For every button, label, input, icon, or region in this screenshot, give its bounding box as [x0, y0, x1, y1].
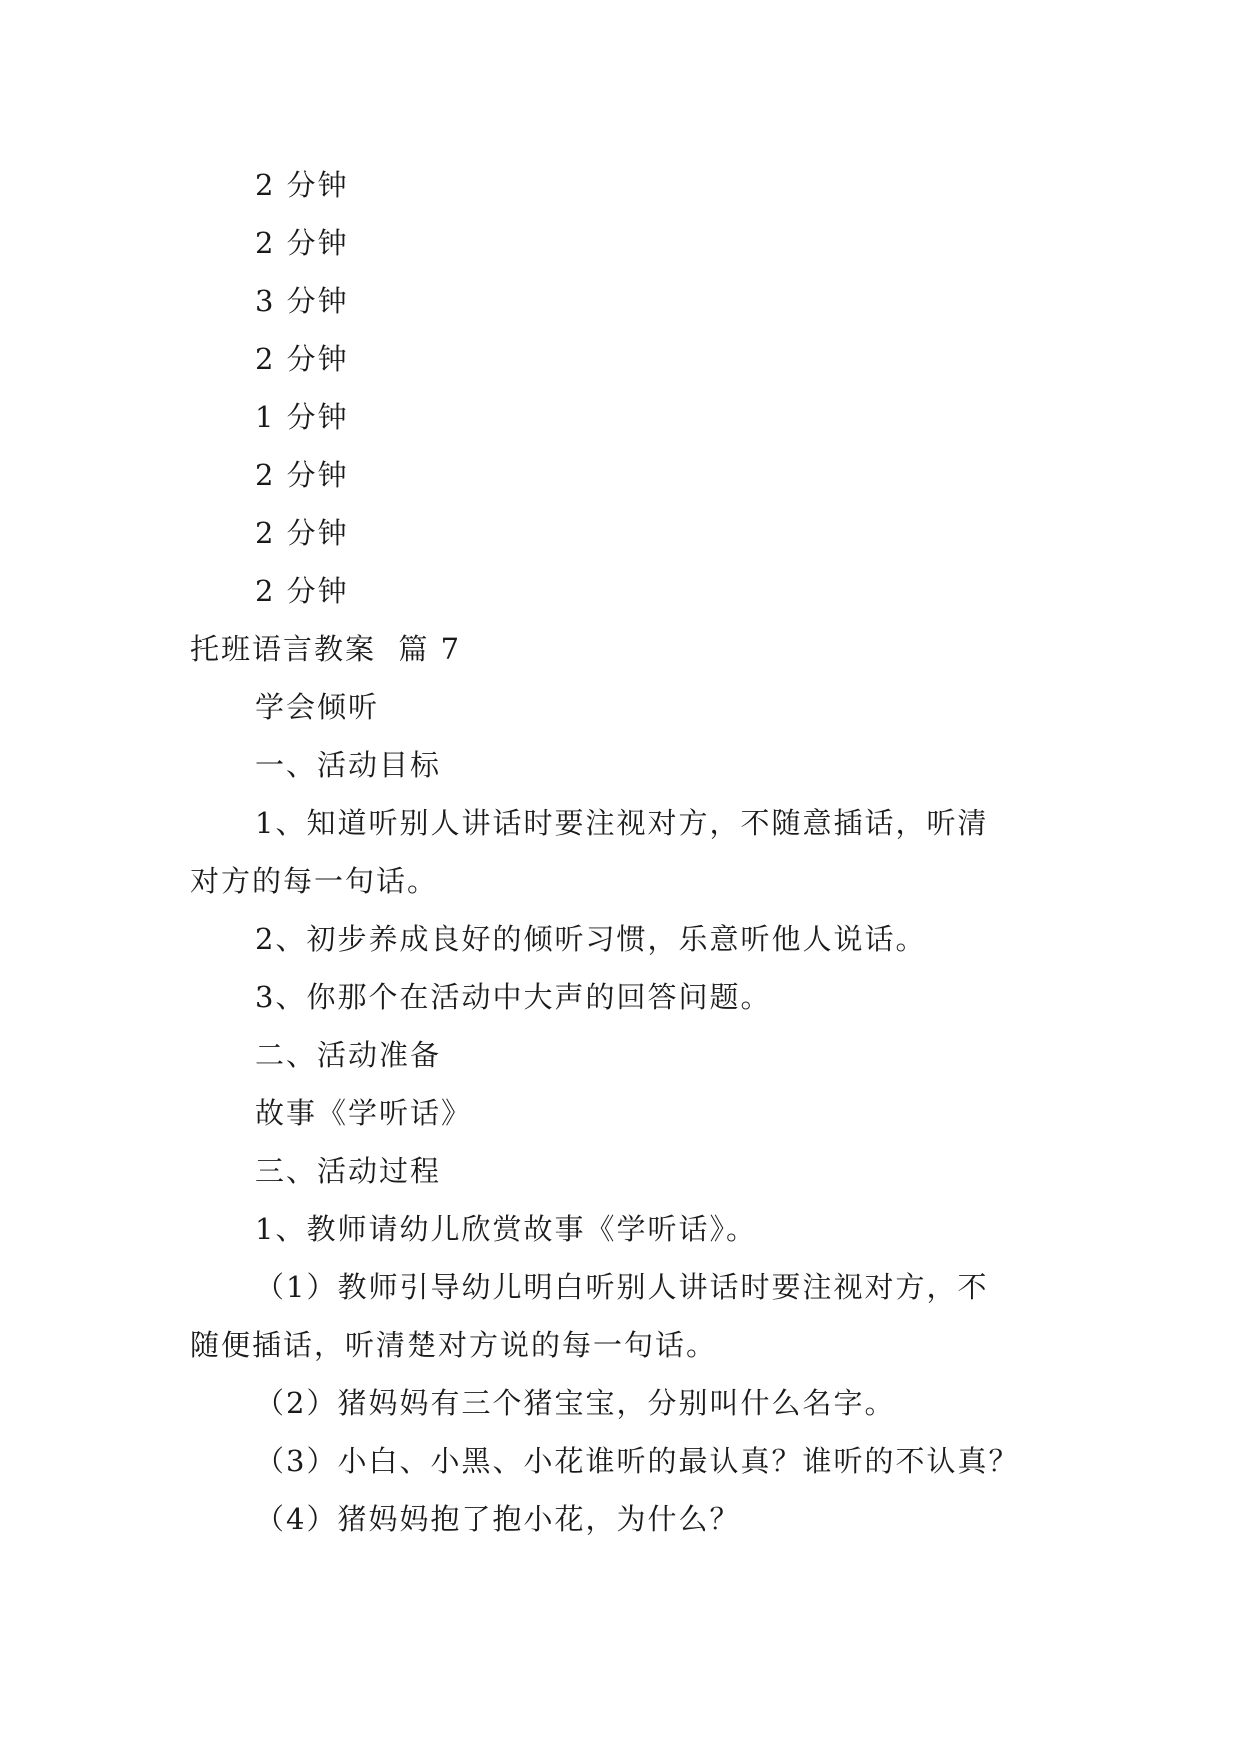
prep-item: 故事《学听话》 — [255, 1096, 473, 1130]
goal-2: 2、初步养成良好的倾听习惯，乐意听他人说话。 — [255, 922, 927, 956]
duration-line: 3 分钟 — [255, 284, 349, 318]
sub-step-3: （3）小白、小黑、小花谁听的最认真？谁听的不认真？ — [255, 1444, 1020, 1478]
sub-step-4: （4）猪妈妈抱了抱小花，为什么？ — [255, 1502, 741, 1536]
duration-line: 2 分钟 — [255, 516, 349, 550]
duration-line: 2 分钟 — [255, 574, 349, 608]
goal-3: 3、你那个在活动中大声的回答问题。 — [255, 980, 772, 1014]
lesson-title: 学会倾听 — [255, 690, 380, 724]
duration-line: 1 分钟 — [255, 400, 349, 434]
sub-step-1-line-1: （1）教师引导幼儿明白听别人讲话时要注视对方，不 — [255, 1270, 989, 1304]
duration-line: 2 分钟 — [255, 226, 349, 260]
section-heading: 托班语言教案 篇 7 — [190, 632, 462, 666]
duration-line: 2 分钟 — [255, 168, 349, 202]
goal-1-line-1: 1、知道听别人讲话时要注视对方，不随意插话，听清 — [255, 806, 989, 840]
goal-1-line-2: 对方的每一句话。 — [190, 864, 439, 898]
duration-line: 2 分钟 — [255, 342, 349, 376]
sub-step-1-line-2: 随便插话，听清楚对方说的每一句话。 — [190, 1328, 718, 1362]
goals-heading: 一、活动目标 — [255, 748, 442, 782]
sub-step-2: （2）猪妈妈有三个猪宝宝，分别叫什么名字。 — [255, 1386, 896, 1420]
prep-heading: 二、活动准备 — [255, 1038, 442, 1072]
process-step-1: 1、教师请幼儿欣赏故事《学听话》。 — [255, 1212, 757, 1246]
duration-line: 2 分钟 — [255, 458, 349, 492]
process-heading: 三、活动过程 — [255, 1154, 442, 1188]
